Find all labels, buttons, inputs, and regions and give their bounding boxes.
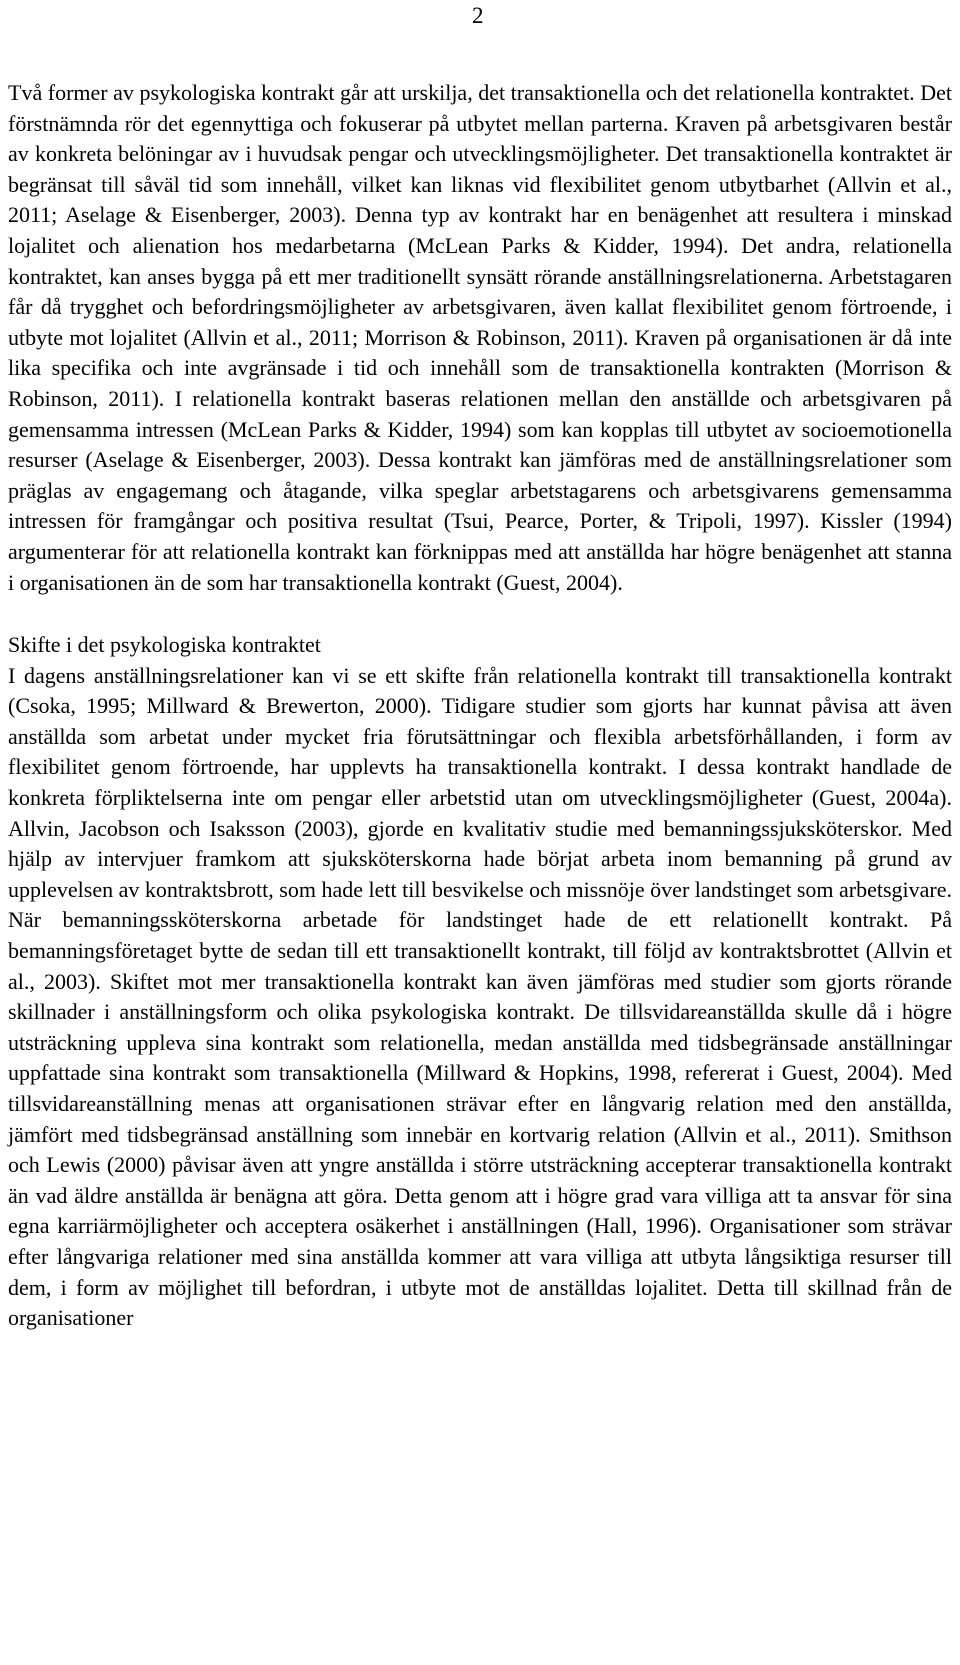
- document-body: [8, 78, 952, 1334]
- page-number: 2: [472, 3, 484, 28]
- paragraph-gap: [8, 598, 952, 630]
- paragraph-psychological-contract-types: Två former av psykologiska kontrakt går att urskilja, det transaktionella och det relationella kontraktet. Det förstnämnda rör det egennyttiga och fokuserar på utbytet mellan parterna. Kraven på arbetsgivaren består av konkreta belöningar av i huvudsak pengar och utvecklingsmöjligheter. Det transaktionella kontraktet är begränsat till såväl tid som innehåll, vilket kan liknas vid flexibilitet genom utbytbarhet (Allvin et al., 2011; Aselage & Eisenberger, 2003). Denna typ av kontrakt har en benägenhet att resultera i minskad lojalitet och alienation hos medarbetarna (McLean Parks & Kidder, 1994). Det andra, relationella kontraktet, kan anses bygga på ett mer traditionellt synsätt rörande anställningsrelationerna. Arbetstagaren får då trygghet och befordringsmöjligheter av arbetsgivaren, även kallat flexibilitet genom förtroende, i utbyte mot lojalitet (Allvin et al., 2011; Morrison & Robinson, 2011). Kraven på organisationen är då inte lika specifika och inte avgränsade i tid och innehåll som de transaktionella kontrakten (Morrison & Robinson, 2011). I relationella kontrakt baseras relationen mellan den anställde och arbetsgivaren på gemensamma intressen (McLean Parks & Kidder, 1994) som kan kopplas till utbytet av socioemotionella resurser (Aselage & Eisenberger, 2003). Dessa kontrakt kan jämföras med de anställningsrelationer som präglas av engagemang och åtagande, vilka speglar arbetstagarens och arbetsgivarens gemensamma intressen för framgångar och positiva resultat (Tsui, Pearce, Porter, & Tripoli, 1997). Kissler (1994) argumenterar för att relationella kontrakt kan förknippas med att anställda har högre benägenhet att stanna i organisationen än de som har transaktionella kontrakt (Guest, 2004).: [8, 80, 952, 595]
- section-heading: Skifte i det psykologiska kontraktet: [8, 632, 321, 658]
- paragraph-contract-shift: I dagens anställningsrelationer kan vi se ett skifte från relationella kontrakt till transaktionella kontrakt (Csoka, 1995; Millward & Brewerton, 2000). Tidigare studier som gjorts har kunnat påvisa att även anställda som arbetat under mycket fria förutsättningar och flexibla arbetsförhållanden, i form av flexibilitet genom förtroende, har upplevts ha transaktionella kontrakt. I dessa kontrakt handlade de konkreta förpliktelserna inte om pengar eller arbetstid utan om utvecklingsmöjligheter (Guest, 2004a). Allvin, Jacobson och Isaksson (2003), gjorde en kvalitativ studie med bemanningssjuksköterskor. Med hjälp av intervjuer framkom att sjuksköterskorna hade börjat arbeta inom bemanning på grund av upplevelsen av kontraktsbrott, som hade lett till besvikelse och missnöje över landstinget som arbetsgivare. När bemanningssköterskorna arbetade för landstinget hade de ett relationellt kontrakt. På bemanningsföretaget bytte de sedan till ett transaktionellt kontrakt, till följd av kontraktsbrottet (Allvin et al., 2003). Skiftet mot mer transaktionella kontrakt kan även jämföras med studier som gjorts rörande skillnader i anställningsform och olika psykologiska kontrakt. De tillsvidareanställda skulle då i högre utsträckning uppleva sina kontrakt som relationella, medan anställda med tidsbegränsade anställningar uppfattade sina kontrakt som transaktionella (Millward & Hopkins, 1998, refererat i Guest, 2004). Med tillsvidareanställning menas att organisationen strävar efter en långvarig relation med den anställda, jämfört med tidsbegränsad anställning som innebär en kortvarig relation (Allvin et al., 2011). Smithson och Lewis (2000) påvisar även att yngre anställda i större utsträckning accepterar transaktionella kontrakt än vad äldre anställda är benägna att göra. Detta genom att i högre grad vara villiga att ta ansvar för sina egna karriärmöjligheter och acceptera osäkerhet i anställningen (Hall, 1996). Organisationer som strävar efter långvariga relationer med sina anställda kommer att vara villiga att utbyta långsiktiga resurser till dem, i form av möjlighet till befordran, i utbyte mot de anställdas lojalitet. Detta till skillnad från de organisationer: [8, 662, 952, 1331]
